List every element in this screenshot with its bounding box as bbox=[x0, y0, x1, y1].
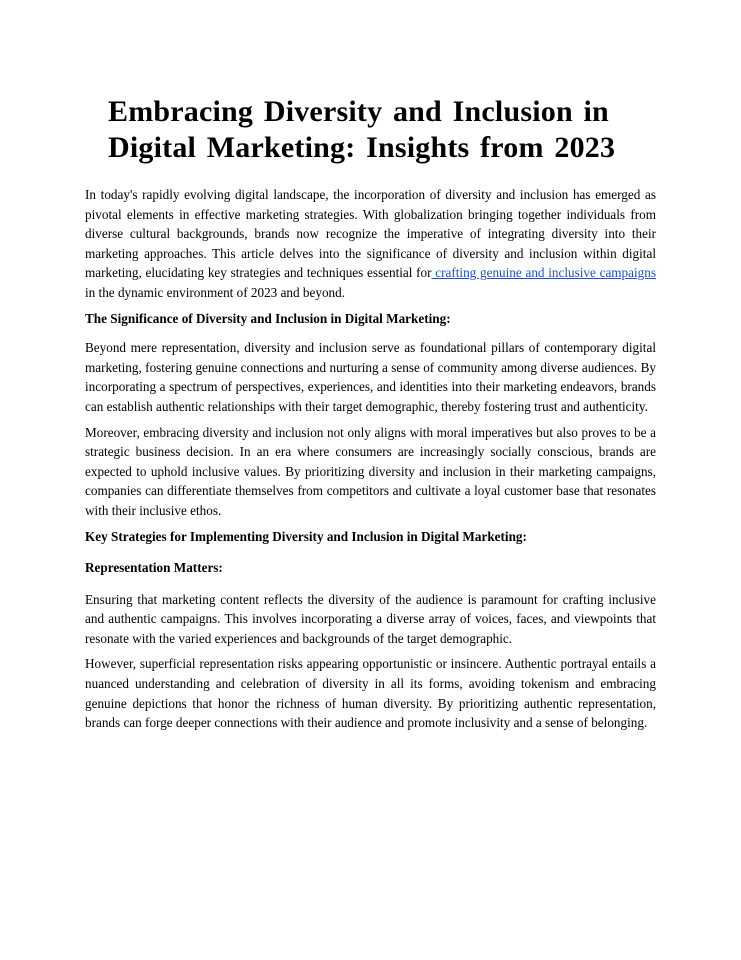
section-heading-significance: The Significance of Diversity and Inclusion in Digital Marketing: bbox=[85, 310, 451, 326]
campaigns-link[interactable]: crafting genuine and inclusive campaigns bbox=[431, 265, 656, 281]
significance-paragraph-1: Beyond mere representation, diversity and inclusion serve as foundational pillars of contemporary digital marketing, fostering genuine connections and nurturing a sense of community among diverse audiences. By incorporating a spectrum of perspectives, experiences, and identities into their marketing endeavors, brands can establish authentic relationships with their target demographic, thereby fostering trust and authenticity. bbox=[85, 340, 656, 414]
section-heading-strategies: Key Strategies for Implementing Diversity and Inclusion in Digital Marketing: bbox=[85, 528, 527, 544]
representation-paragraph-2: However, superficial representation risks appearing opportunistic or insincere. Authentic portrayal entails a nuanced understanding and celebration of diversity in all its forms, avoiding tokenism and embracing genuine depictions that honor the richness of human diversity. By prioritizing authentic representation, brands can forge deeper connections with their audience and promote inclusivity and a sense of belonging. bbox=[85, 656, 656, 731]
article-body bbox=[85, 185, 656, 739]
representation-paragraph-1: Ensuring that marketing content reflects the diversity of the audience is paramount for crafting inclusive and authentic campaigns. This involves incorporating a diverse array of voices, faces, and viewpoints that resonate with the varied experiences and backgrounds of the target demographic. bbox=[85, 591, 656, 646]
intro-paragraph bbox=[85, 185, 656, 303]
subheading-representation: Representation Matters: bbox=[85, 560, 223, 576]
intro-text-before-link: In today's rapidly evolving digital landscape, the incorporation of diversity and inclusion has emerged as pivotal elements in effective marketing strategies. With globalization bringing together individuals from diverse cultural backgrounds, brands now recognize the imperative of integrating diversity into their marketing approaches. This article delves into the significance of diversity and inclusion within digital marketing, elucidating key strategies and techniques essential for bbox=[85, 187, 656, 281]
intro-text-after-link: in the dynamic environment of 2023 and beyond. bbox=[85, 284, 346, 300]
page-title: Embracing Diversity and Inclusion in Digital Marketing: Insights from 2023 bbox=[108, 95, 616, 164]
significance-paragraph-2: Moreover, embracing diversity and inclusion not only aligns with moral imperatives but also proves to be a strategic business decision. In an era where consumers are increasingly socially conscious, brands are expected to uphold inclusive values. By prioritizing diversity and inclusion in their marketing campaigns, companies can differentiate themselves from competitors and cultivate a loyal customer base that resonates with their inclusive ethos. bbox=[85, 424, 656, 518]
